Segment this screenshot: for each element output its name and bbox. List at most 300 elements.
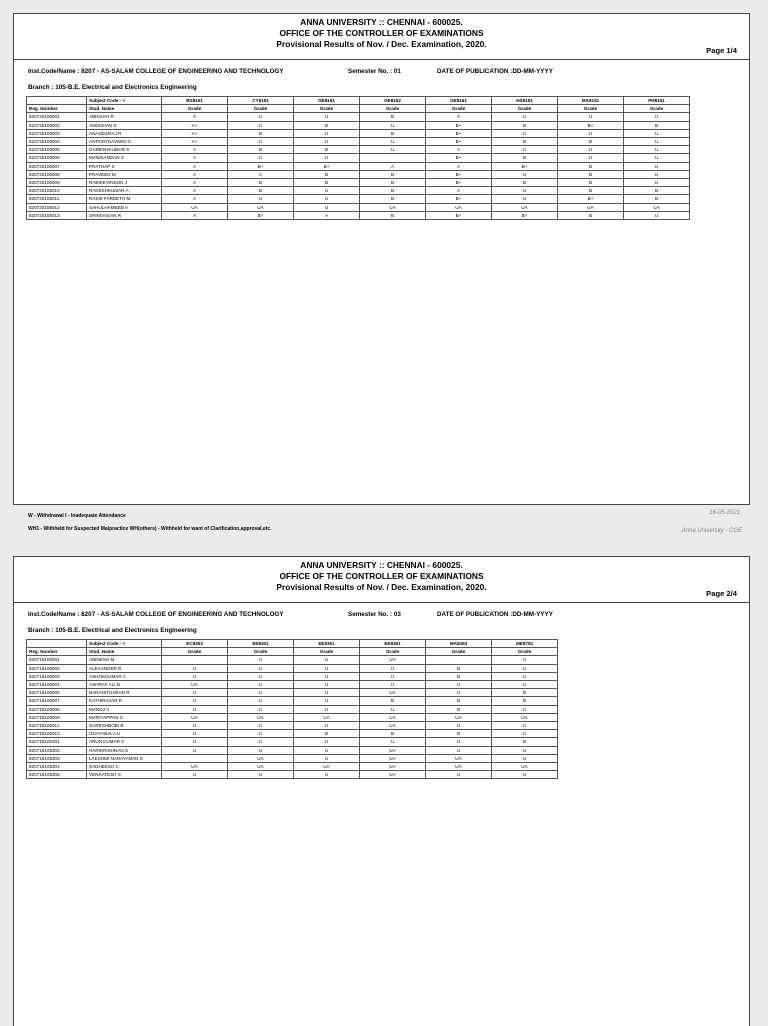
grade-cell: UA: [360, 746, 426, 754]
grade-cell: A: [426, 146, 492, 154]
grade-cell: B: [228, 179, 294, 187]
reg-number: 820719105302: [27, 746, 87, 754]
grade-cell: B: [294, 730, 360, 738]
grade-header: Grade: [228, 648, 294, 656]
subject-code: PH8151: [624, 97, 690, 105]
grade-cell: U: [558, 129, 624, 137]
table-row: [27, 705, 558, 713]
grade-cell: A+: [162, 121, 228, 129]
grade-cell: UA: [162, 203, 228, 211]
student-name: UDAYABALA U: [87, 730, 162, 738]
student-name: RABIKEVINSON J: [87, 179, 162, 187]
table-row: [27, 746, 558, 754]
grade-cell: B: [228, 187, 294, 195]
subject-code-label: Subject Code - >: [87, 640, 162, 648]
grade-cell: B+: [426, 154, 492, 162]
university-title: ANNA UNIVERSITY :: CHENNAI - 600025.: [300, 560, 463, 570]
table-row: [27, 689, 558, 697]
exam-title: Provisional Results of Nov. / Dec. Examination, 2020.: [276, 39, 487, 49]
grade-cell: U: [294, 681, 360, 689]
reg-number: 820720105001: [27, 113, 87, 121]
grade-cell: B: [294, 170, 360, 178]
grade-cell: UA: [426, 763, 492, 771]
university-title: ANNA UNIVERSITY :: CHENNAI - 600025.: [300, 17, 463, 27]
grade-cell: B: [426, 697, 492, 705]
grade-cell: U: [426, 738, 492, 746]
grade-cell: U: [228, 154, 294, 162]
branch-line: Branch : 105-B.E. Electrical and Electronics Engineering: [28, 627, 197, 634]
grade-cell: B: [228, 129, 294, 137]
subject-code: CY8151: [228, 97, 294, 105]
institution-name: Inst.Code/Name : 8207 - AS-SALAM COLLEGE OF ENGINEERING AND TECHNOLOGY: [28, 611, 284, 618]
grade-cell: U: [294, 738, 360, 746]
grade-cell: U: [558, 154, 624, 162]
subject-code: MA8151: [558, 97, 624, 105]
institution-name: Inst.Code/Name : 8207 - AS-SALAM COLLEGE OF ENGINEERING AND TECHNOLOGY: [28, 68, 284, 75]
grade-cell: U: [492, 672, 558, 680]
subject-code: HS8151: [492, 97, 558, 105]
table-row: [27, 713, 558, 721]
grade-cell: A: [162, 187, 228, 195]
blank-header-cell: [27, 640, 87, 648]
grade-cell: U: [492, 681, 558, 689]
grade-cell: B: [360, 730, 426, 738]
reg-number: 820719105305: [27, 771, 87, 779]
reg-number: 820719105007: [27, 697, 87, 705]
student-name: BARANITHARAN R: [87, 689, 162, 697]
publication-stamp-date: 16-05-2021: [709, 510, 740, 516]
grade-cell: A: [360, 162, 426, 170]
grade-cell: UA: [492, 203, 558, 211]
grade-cell: B: [294, 146, 360, 154]
table-row: [27, 664, 558, 672]
grade-cell: U: [624, 113, 690, 121]
grade-cell: B: [624, 187, 690, 195]
grade-cell: U: [294, 195, 360, 203]
table-row: [27, 771, 558, 779]
subject-code: EC8353: [162, 640, 228, 648]
grade-cell: B: [426, 730, 492, 738]
grade-cell: U: [162, 738, 228, 746]
grade-cell: B+: [558, 195, 624, 203]
grade-header: Grade: [162, 105, 228, 113]
student-name: GANESHKUMAR S: [87, 146, 162, 154]
student-name: ARUN KUMAR V: [87, 738, 162, 746]
table-row: [27, 203, 690, 211]
subject-code-label: Subject Code - >: [87, 97, 162, 105]
grade-cell: U: [228, 664, 294, 672]
grade-cell: U: [162, 722, 228, 730]
reg-number: 820719105303: [27, 754, 87, 762]
grade-cell: U: [228, 771, 294, 779]
reg-number: 820719105001: [27, 656, 87, 664]
reg-number: 820719105301: [27, 738, 87, 746]
table-row: [27, 211, 690, 219]
grade-cell: UA: [558, 203, 624, 211]
grade-cell: U: [360, 664, 426, 672]
reg-number: 820720105007: [27, 162, 87, 170]
grade-cell: UA: [162, 713, 228, 721]
student-name: ANANDARAJ R: [87, 129, 162, 137]
table-row: [27, 763, 558, 771]
grade-cell: B: [492, 697, 558, 705]
grade-cell: B: [426, 664, 492, 672]
grade-cell: U: [492, 771, 558, 779]
header-divider: [14, 59, 749, 60]
grade-cell: UA: [360, 689, 426, 697]
grade-cell: UA: [360, 722, 426, 730]
legend-line-2: WH1 - Withheld for Suspected Malpractice WH(others) - Withheld for want of Clarification,approval,etc.: [28, 526, 272, 532]
grade-cell: A: [162, 146, 228, 154]
table-row: [27, 162, 690, 170]
reg-number-header: Reg. Number: [27, 105, 87, 113]
student-name: RASIK FAREETH M: [87, 195, 162, 203]
grade-cell: UA: [294, 713, 360, 721]
grade-cell: U: [294, 746, 360, 754]
grade-cell: U: [492, 664, 558, 672]
grade-cell: UA: [426, 203, 492, 211]
grade-cell: U: [360, 672, 426, 680]
grade-cell: [162, 754, 228, 762]
grade-cell: U: [294, 705, 360, 713]
student-name: ABINASH R: [87, 113, 162, 121]
grade-cell: A: [162, 154, 228, 162]
page-number: Page 1/4: [706, 46, 737, 55]
grade-cell: U: [558, 146, 624, 154]
grade-cell: A: [294, 211, 360, 219]
grade-header: Grade: [294, 105, 360, 113]
grade-cell: U: [426, 746, 492, 754]
grade-cell: U: [492, 195, 558, 203]
grade-cell: U: [294, 113, 360, 121]
grade-cell: U: [228, 730, 294, 738]
student-name: SRINIVASAN R: [87, 211, 162, 219]
grade-header: Grade: [426, 105, 492, 113]
exam-title: Provisional Results of Nov. / Dec. Examination, 2020.: [276, 582, 487, 592]
grade-header: Grade: [360, 105, 426, 113]
student-name-header: Stud. Name: [87, 105, 162, 113]
student-name: SURESHBOBI B: [87, 722, 162, 730]
grade-cell: U: [228, 195, 294, 203]
subject-code: EE8391: [360, 640, 426, 648]
grade-header: Grade: [360, 648, 426, 656]
student-name: ANTONYNAVEEN S: [87, 138, 162, 146]
reg-number: 820719105004: [27, 681, 87, 689]
table-row: [27, 738, 558, 746]
grade-cell: UA: [426, 754, 492, 762]
reg-number: 820719105009: [27, 713, 87, 721]
student-name: MANOJ A: [87, 705, 162, 713]
grade-cell: U: [228, 681, 294, 689]
semester-number: Semester No. : 01: [348, 68, 401, 75]
grade-cell: A: [162, 162, 228, 170]
grade-cell: U: [294, 689, 360, 697]
publication-date: DATE OF PUBLICATION :DD-MM-YYYY: [437, 611, 553, 618]
grade-cell: UA: [426, 713, 492, 721]
grade-cell: B: [624, 121, 690, 129]
grade-cell: A: [162, 113, 228, 121]
subject-code: MA8353: [426, 640, 492, 648]
grade-cell: B: [558, 187, 624, 195]
grade-cell: B+: [426, 170, 492, 178]
legend-line-1: W - Withdrawal I - Inadequate Attendance: [28, 513, 126, 519]
student-name: SAHULHAMEED A: [87, 203, 162, 211]
grade-cell: U: [294, 154, 360, 162]
grade-cell: U: [558, 113, 624, 121]
grade-cell: A: [162, 195, 228, 203]
grade-cell: U: [162, 705, 228, 713]
results-table: [26, 96, 690, 220]
grade-cell: U: [228, 656, 294, 664]
subject-code: BS8161: [162, 97, 228, 105]
grade-cell: U: [492, 705, 558, 713]
grade-cell: UA: [228, 203, 294, 211]
subject-code: ME8792: [492, 640, 558, 648]
reg-number: 820720105009: [27, 179, 87, 187]
grade-cell: U: [492, 113, 558, 121]
reg-number-header: Reg. Number: [27, 648, 87, 656]
grade-cell: B: [558, 162, 624, 170]
result-page-2: [13, 556, 750, 1026]
reg-number: 820720105003: [27, 129, 87, 137]
grade-cell: U: [162, 746, 228, 754]
grade-cell: UA: [228, 763, 294, 771]
grade-cell: U: [624, 162, 690, 170]
grade-cell: B: [624, 195, 690, 203]
grade-cell: A: [162, 179, 228, 187]
table-row: [27, 681, 558, 689]
grade-cell: U: [294, 697, 360, 705]
grade-cell: U: [228, 672, 294, 680]
grade-cell: UA: [162, 681, 228, 689]
grade-cell: B: [360, 211, 426, 219]
grade-cell: U: [492, 754, 558, 762]
grade-cell: U: [624, 211, 690, 219]
reg-number: 820719105008: [27, 705, 87, 713]
reg-number: 820719105304: [27, 763, 87, 771]
grade-cell: B: [558, 211, 624, 219]
grade-cell: B+: [426, 179, 492, 187]
student-name: ASHRAF ALI B: [87, 681, 162, 689]
grade-header: Grade: [624, 105, 690, 113]
grade-cell: UA: [360, 754, 426, 762]
grade-cell: B: [492, 138, 558, 146]
grade-cell: U: [492, 722, 558, 730]
grade-cell: UA: [360, 713, 426, 721]
grade-cell: B+: [294, 162, 360, 170]
subject-code: EE8351: [294, 640, 360, 648]
grade-cell: B: [360, 195, 426, 203]
grade-cell: B: [492, 689, 558, 697]
grade-cell: B+: [426, 129, 492, 137]
grade-cell: B: [558, 179, 624, 187]
grade-cell: U: [426, 722, 492, 730]
student-name: ALEXANDER B: [87, 664, 162, 672]
grade-cell: A: [162, 170, 228, 178]
grade-header: Grade: [492, 648, 558, 656]
grade-cell: A+: [162, 129, 228, 137]
grade-cell: U: [294, 187, 360, 195]
grade-cell: U: [624, 138, 690, 146]
column-label-row: [27, 105, 690, 113]
grade-cell: B: [360, 179, 426, 187]
reg-number: 820720105004: [27, 138, 87, 146]
grade-cell: B+: [426, 195, 492, 203]
reg-number: 820720105012: [27, 203, 87, 211]
grade-cell: A: [162, 211, 228, 219]
grade-cell: U: [228, 113, 294, 121]
grade-cell: UA: [624, 203, 690, 211]
student-name: PRATHAP S: [87, 162, 162, 170]
reg-number: 820720105008: [27, 170, 87, 178]
reg-number: 820720105005: [27, 146, 87, 154]
grade-cell: [162, 656, 228, 664]
student-name: HARIKRISHNAN S: [87, 746, 162, 754]
grade-cell: U: [492, 146, 558, 154]
grade-cell: U: [624, 146, 690, 154]
grade-cell: U: [492, 129, 558, 137]
grade-header: Grade: [492, 105, 558, 113]
grade-cell: B: [492, 738, 558, 746]
grade-cell: U: [294, 138, 360, 146]
grade-cell: U: [162, 672, 228, 680]
grade-cell: B: [426, 672, 492, 680]
grade-cell: U: [228, 722, 294, 730]
grade-cell: B+: [558, 121, 624, 129]
grade-cell: B: [360, 187, 426, 195]
publication-date: DATE OF PUBLICATION :DD-MM-YYYY: [437, 68, 553, 75]
grade-cell: U: [294, 672, 360, 680]
grade-cell: B+: [426, 121, 492, 129]
grade-cell: B: [360, 129, 426, 137]
table-row: [27, 672, 558, 680]
grade-cell: U: [162, 664, 228, 672]
table-row: [27, 113, 690, 121]
grade-header: Grade: [228, 105, 294, 113]
grade-cell: A+: [162, 138, 228, 146]
grade-cell: UA: [360, 656, 426, 664]
page-number: Page 2/4: [706, 589, 737, 598]
grade-cell: U: [162, 689, 228, 697]
subject-code: GE8161: [426, 97, 492, 105]
subject-code-row: [27, 97, 690, 105]
student-name: VENKATESH S: [87, 771, 162, 779]
grade-cell: U: [228, 738, 294, 746]
reg-number: 820719105005: [27, 689, 87, 697]
grade-cell: U: [294, 722, 360, 730]
grade-cell: A: [228, 170, 294, 178]
reg-number: 820719105002: [27, 664, 87, 672]
student-name: KATHIRAVAN R: [87, 697, 162, 705]
grade-cell: U: [492, 170, 558, 178]
grade-header: Grade: [162, 648, 228, 656]
table-row: [27, 754, 558, 762]
grade-cell: B: [426, 705, 492, 713]
grade-cell: B: [492, 179, 558, 187]
grade-cell: U: [360, 738, 426, 746]
grade-cell: B: [558, 138, 624, 146]
grade-cell: UA: [294, 763, 360, 771]
table-row: [27, 138, 690, 146]
grade-cell: U: [624, 179, 690, 187]
student-name: AMUDHAN S: [87, 121, 162, 129]
student-name: PRAVEEN M: [87, 170, 162, 178]
grade-cell: UA: [360, 771, 426, 779]
student-name: SADHEESH C: [87, 763, 162, 771]
grade-cell: B: [558, 170, 624, 178]
grade-cell: UA: [228, 713, 294, 721]
grade-cell: U: [492, 187, 558, 195]
table-row: [27, 154, 690, 162]
reg-number: 820719105003: [27, 672, 87, 680]
grade-cell: UA: [162, 763, 228, 771]
grade-cell: U: [360, 146, 426, 154]
grade-cell: B+: [492, 211, 558, 219]
grade-cell: A: [426, 162, 492, 170]
grade-cell: U: [624, 170, 690, 178]
grade-header: Grade: [294, 648, 360, 656]
subject-code: GE8152: [360, 97, 426, 105]
subject-code: GE8151: [294, 97, 360, 105]
results-table: [26, 639, 558, 779]
header-divider: [14, 602, 749, 603]
grade-cell: B+: [492, 162, 558, 170]
grade-cell: U: [624, 154, 690, 162]
grade-cell: U: [294, 664, 360, 672]
grade-cell: B: [294, 121, 360, 129]
student-name: MANIKANDAN S: [87, 154, 162, 162]
grade-cell: [360, 154, 426, 162]
grade-cell: B: [492, 121, 558, 129]
grade-cell: U: [426, 771, 492, 779]
grade-cell: UA: [360, 763, 426, 771]
column-label-row: [27, 648, 558, 656]
table-row: [27, 121, 690, 129]
institution-line: [28, 68, 553, 75]
grade-cell: U: [228, 689, 294, 697]
student-name: MARIYAPPAN S: [87, 713, 162, 721]
grade-cell: U: [360, 138, 426, 146]
grade-cell: U: [294, 754, 360, 762]
grade-cell: B: [360, 170, 426, 178]
institution-line: [28, 611, 553, 618]
grade-cell: A: [426, 113, 492, 121]
grade-cell: [426, 656, 492, 664]
grade-cell: U: [228, 697, 294, 705]
subject-code: EE8301: [228, 640, 294, 648]
table-row: [27, 179, 690, 187]
student-name: ABINESH M: [87, 656, 162, 664]
grade-cell: U: [294, 771, 360, 779]
grade-cell: U: [228, 138, 294, 146]
table-row: [27, 195, 690, 203]
blank-header-cell: [27, 97, 87, 105]
student-name: ASHOKKUMAR A: [87, 672, 162, 680]
reg-number: 820720105006: [27, 154, 87, 162]
table-row: [27, 170, 690, 178]
grade-cell: U: [294, 656, 360, 664]
table-row: [27, 129, 690, 137]
grade-cell: U: [624, 129, 690, 137]
subject-code-row: [27, 640, 558, 648]
grade-cell: U: [426, 681, 492, 689]
reg-number: 820720105010: [27, 187, 87, 195]
grade-cell: U: [492, 730, 558, 738]
student-name-header: Stud. Name: [87, 648, 162, 656]
grade-cell: U: [228, 746, 294, 754]
reg-number: 820720105002: [27, 121, 87, 129]
grade-cell: U: [426, 689, 492, 697]
